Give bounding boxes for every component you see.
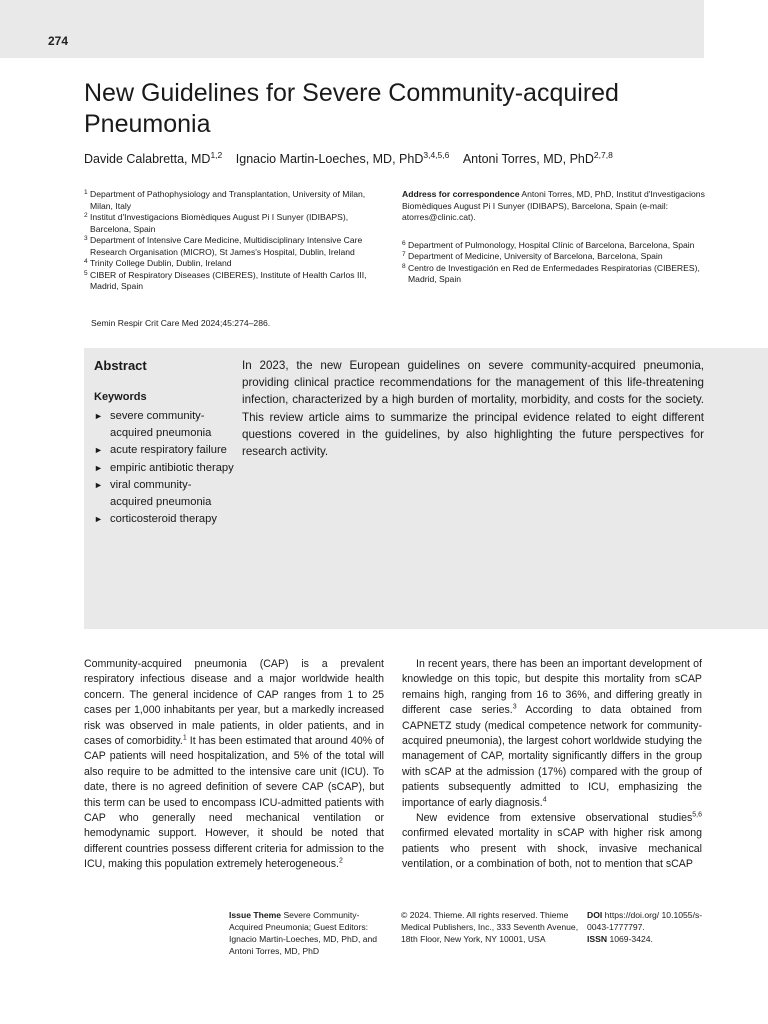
article-title: New Guidelines for Severe Community-acquired Pneumonia	[84, 79, 619, 138]
arrow-right-icon: ►	[94, 479, 103, 490]
keyword-item: ► empiric antibiotic therapy	[94, 460, 234, 477]
body-paragraph: New evidence from extensive observational studies$^{5,6}$ confirmed elevated mortality in sCAP with higher risk among patients who present with shock, invasive mechanical ventilation, or a combination of both, not to mention that sCAP	[402, 811, 702, 871]
keyword-item: ► acute respiratory failure	[94, 442, 234, 459]
footer-doi: DOI https://doi.org/ 10.1055/s-0043-1777797. ISSN 1069-3424.	[587, 910, 703, 944]
author: Antoni Torres, MD, PhD$^{2,7,8}$	[462, 149, 613, 166]
affiliation: 2 Institut d'Investigacions Biomèdiques August Pi I Sunyer (IDIBAPS), Barcelona, Spain	[84, 212, 349, 234]
affiliation: 6 Department of Pulmonology, Hospital Clínic of Barcelona, Barcelona, Spain	[402, 239, 695, 250]
citation-ref: 3	[512, 703, 517, 711]
author: Ignacio Martin-Loeches, MD, PhD$^{3,4,5,6}$	[235, 149, 450, 166]
affiliation: 1 Department of Pathophysiology and Transplantation, University of Milan, Milan, Italy	[84, 189, 366, 211]
page-header-bar	[0, 0, 704, 58]
journal-citation: Semin Respir Crit Care Med 2024;45:274–286.	[91, 318, 271, 328]
body-paragraph: In recent years, there has been an important development of knowledge on this topic, but despite this mortality from sCAP remains high, ranging from 16 to 36%, and differing greatly in different case series.$^3$ According to data obtained from CAPNETZ study (medical competence network for community-acquired pneumonia), the largest cohort worldwide studying the management of CAP, mortality significantly differs in the group with sCAP at the admission (17%) compared with the group of patients subsequently admitted to ICU, emphasizing the importance of early diagnosis.$^4$	[402, 658, 702, 809]
arrow-right-icon: ►	[94, 462, 103, 473]
affiliation: 8 Centro de Investigación en Red de Enfermedades Respiratorias (CIBERES), Madrid, Spain	[402, 262, 700, 284]
citation-ref: 1	[182, 734, 187, 742]
affiliation: 3 Department of Intensive Care Medicine, Multidisciplinary Intensive Care Research Organisation (MICRO), St James's Hospital, Dublin, Ireland	[84, 235, 363, 257]
correspondence-address: Address for correspondence Antoni Torres, MD, PhD, Institut d'Investigacions Biomèdiques August Pi I Sunyer (IDIBAPS), Barcelona, Spain (e-mail: atorres@clinic.cat).	[402, 189, 705, 222]
keyword-item: ► severe community-acquired pneumonia	[94, 408, 234, 442]
author-list	[84, 151, 704, 167]
footer-copyright: © 2024. Thieme. All rights reserved. Thieme Medical Publishers, Inc., 333 Seventh Avenue, 18th Floor, New York, NY 10001, USA	[401, 910, 579, 944]
citation-ref: 2	[338, 857, 343, 865]
arrow-right-icon: ►	[94, 445, 103, 456]
affiliations-right	[402, 189, 708, 286]
keyword-item: ► viral community-acquired pneumonia	[94, 477, 234, 511]
author: Davide Calabretta, MD$^{1,2}$	[84, 149, 223, 166]
affiliation: 4 Trinity College Dublin, Dublin, Ireland	[84, 258, 232, 268]
keywords-heading: Keywords	[94, 391, 147, 403]
abstract-text: In 2023, the new European guidelines on severe community-acquired pneumonia, providing clinical practice recommendations for the management of this life-threatening infection, characterized by a high burden of mortality, morbidity, and costs for the society. This review article aims to summarize the principal evidence related to eight different questions covered in the guidelines, by also highlighting the future perspectives for research activity.	[242, 359, 704, 459]
affiliation: 7 Department of Medicine, University of Barcelona, Barcelona, Spain	[402, 251, 663, 261]
body-column-left	[84, 657, 384, 873]
page-number: 274	[48, 34, 69, 48]
keyword-item: ► corticosteroid therapy	[94, 511, 234, 528]
footer-issue-theme: Issue Theme Severe Community-Acquired Pneumonia; Guest Editors: Ignacio Martin-Loeches, MD, PhD, and Antoni Torres, MD, PhD	[229, 910, 378, 956]
arrow-right-icon: ►	[94, 514, 103, 525]
keyword-list	[94, 408, 234, 528]
abstract-box	[84, 348, 768, 629]
body-column-right	[402, 657, 702, 873]
body-paragraph: Community-acquired pneumonia (CAP) is a prevalent respiratory infectious disease and a major worldwide health concern. The general incidence of CAP ranges from 1 to 25 cases per 1,000 inhabitants per year, but a markedly increased risk was observed in male patients, in older patients, and in cases of comorbidity.$^1$ It has been estimated that around 40% of CAP patients will need hospitalization, and 5% of the total will also require to be admitted to the intensive care unit (ICU). To date, there is no agreed definition of severe CAP (sCAP), but this term can be used to encompass ICU-admitted patients with CAP who generally need mechanical ventilation or hemodynamic support. However, it should be noted that different countries possess different criteria for admission to the ICU, making this population extremely heterogeneous.$^2$	[84, 658, 384, 871]
affiliation: 5 CIBER of Respiratory Diseases (CIBERES), Institute of Health Carlos III, Madrid, Spain	[84, 269, 367, 291]
abstract-heading: Abstract	[94, 358, 147, 373]
arrow-right-icon: ►	[94, 411, 103, 421]
affiliations-left	[84, 189, 390, 293]
citation-ref: 5,6	[692, 811, 702, 819]
citation-ref: 4	[542, 796, 547, 804]
